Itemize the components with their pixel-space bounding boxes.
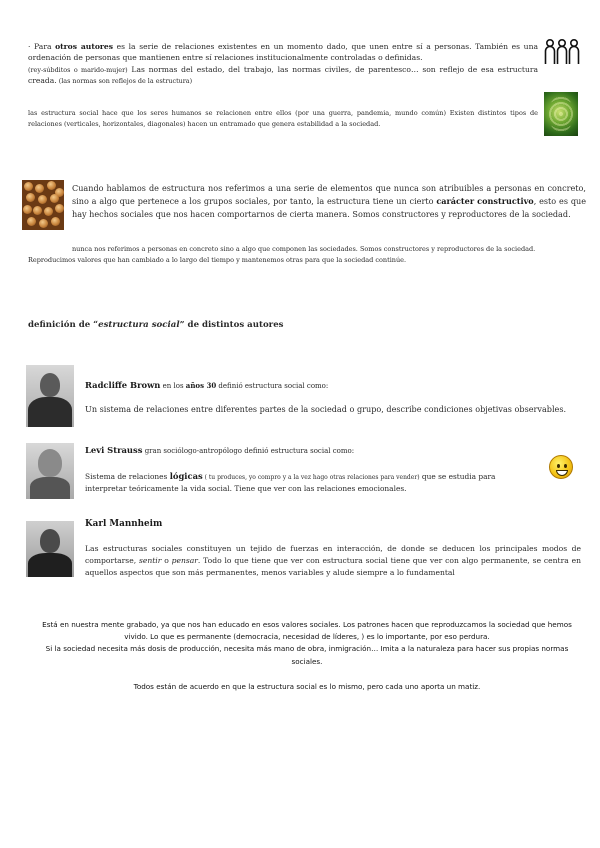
caracter-constructivo-bold: carácter constructivo: [436, 196, 534, 207]
levi-strauss-heading: Levi Strauss gran sociólogo-antropólogo definió estructura social como:: [85, 445, 355, 455]
summary-note-paragraph: nunca nos referimos a personas en concreto sino a algo que componen las sociedades. Somos constructores y reproductores de la sociedad. Reproducimos valores que han cambiado a lo largo del tiempo y mantenemos otras para que la sociedad continúe.: [28, 245, 536, 264]
closing-paragraph: Está en nuestra mente grabado, ya que nos han educado en esos valores sociales. Los patrones hacen que reproduzcamos la sociedad que hemos vivido. Lo que es permanente (democracia, necesidad de líderes, ) es lo importante, por eso perdura. Si la sociedad necesita más dosis de producción, necesita más mano de obra, inmigración… Imita a la naturaleza para hacer sus propias normas sociales.: [42, 620, 572, 666]
green-fractal-leaf-image: [544, 92, 578, 136]
grinning-face-icon: [549, 455, 573, 479]
levi-strauss-name: Levi Strauss: [85, 445, 143, 455]
karl-mannheim-portrait: [26, 521, 74, 577]
closing-summary: Todos están de acuerdo en que la estructura social es lo mismo, pero cada uno aporta un matiz.: [133, 682, 481, 691]
relations-paragraph: las estructura social hace que los seres humanos se relacionen entre ellos (por una guerra, pandemia, mundo común) Existen distintos tipos de relaciones (verticales, horizontales, diagonales) hacen un entramado que genera estabilidad a la sociedad.: [28, 109, 538, 128]
levi-strauss-portrait: [26, 443, 74, 499]
people-group-icon: [544, 38, 580, 66]
structure-definition-paragraph: Cuando hablamos de estructura nos referimos a una serie de elementos que nunca son atribuibles a personas en concreto, sino a algo que pertenece a los grupos sociales, por tanto, la estructura tiene un cierto carácter constructivo, esto es que hay hechos sociales que nos hacen comportarnos de cierta manera. Somos constructores y reproductores de la sociedad.: [72, 183, 586, 220]
otros-autores-bold: otros autores: [55, 42, 113, 51]
radcliffe-brown-heading: Radcliffe Brown en los años 30 definió estructura social como:: [85, 380, 329, 390]
karl-mannheim-name: Karl Mannheim: [85, 519, 163, 529]
radcliffe-brown-name: Radcliffe Brown: [85, 380, 161, 390]
karl-mannheim-definition: Las estructuras sociales constituyen un tejido de fuerzas en interacción, de donde se deducen los principales modos de comportarse, sentir o pensar. Todo lo que tiene que ver con estructura social tiene que ver con algo permanente, se centra en aquellos aspectos que son más permanentes, menos variables y alude siempre a lo fundamental: [85, 544, 581, 578]
coral-texture-image: [22, 180, 64, 230]
intro-paragraph: · Para otros autores es la serie de relaciones existentes en un momento dado, que unen entre sí a personas. También es una ordenación de personas que mantienen entre sí relaciones institucionalmente controladas o definidas. (rey-súbditos o marido-mujer) Las normas del estado, del trabajo, las normas civiles, de parentesco… son reflejo de esa estructura creada. (las normas son reflejos de la estructura): [28, 42, 538, 86]
radcliffe-brown-definition: Un sistema de relaciones entre diferentes partes de la sociedad o grupo, describe condiciones objetivas observables.: [85, 404, 567, 414]
radcliffe-brown-portrait: [26, 365, 74, 427]
section-heading: definición de “estructura social” de distintos autores: [28, 320, 284, 330]
levi-strauss-definition: Sistema de relaciones lógicas ( tu produces, yo compro y a la vez hago otras relaciones para vender) que se estudia para interpretar teóricamente la vida social. Tiene que ver con las relaciones emocionales.: [85, 471, 496, 493]
